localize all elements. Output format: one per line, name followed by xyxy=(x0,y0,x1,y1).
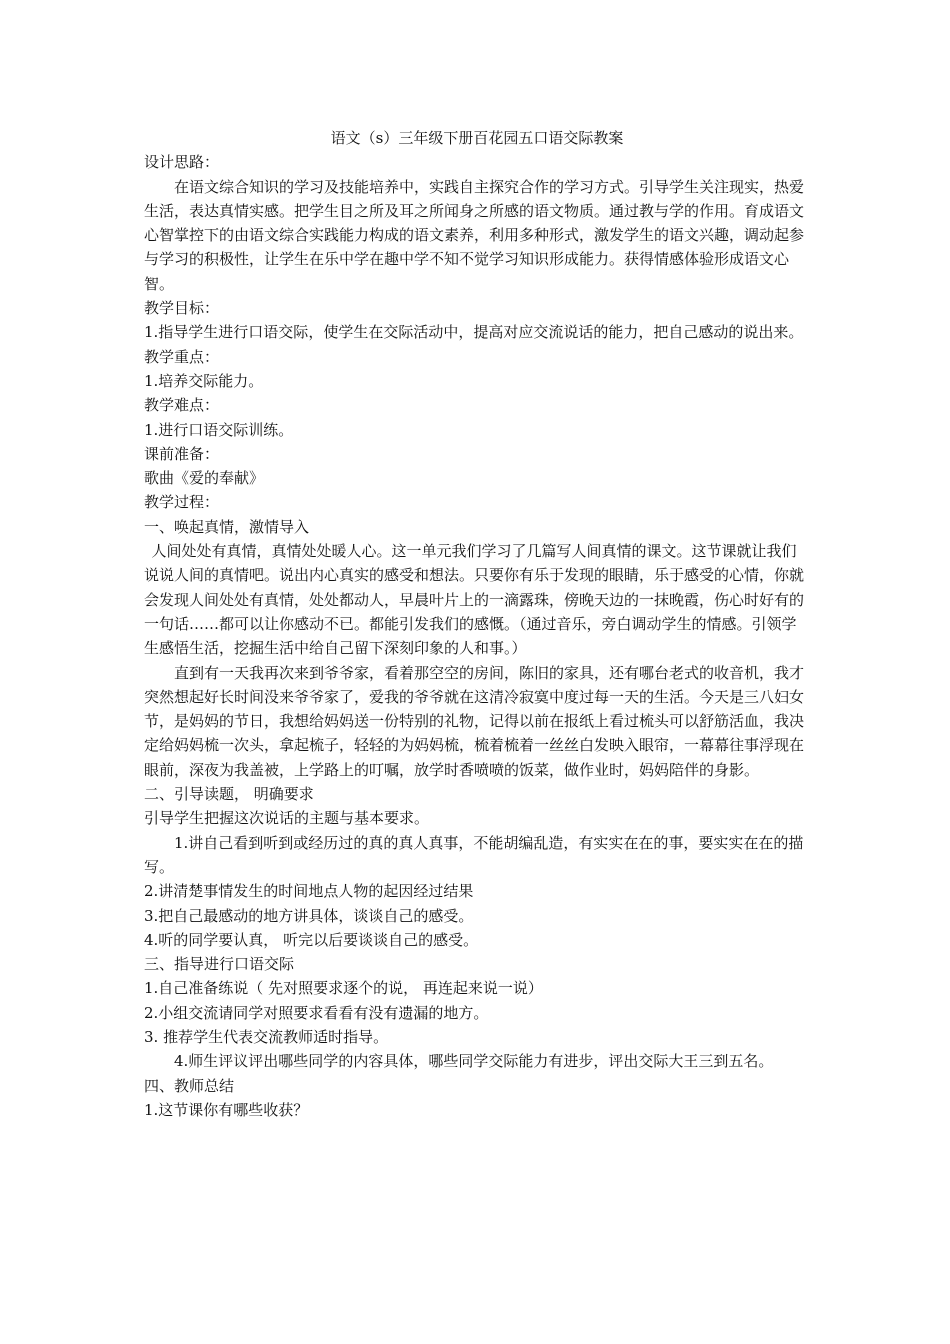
part2-item-1: 1.讲自己看到听到或经历过的真的真人真事，不能胡编乱造，有实实在在的事，要实实在在的描写。 xyxy=(144,833,804,876)
part1-heading: 一、唤起真情，激情导入 xyxy=(144,517,310,536)
document-title: 语文（s）三年级下册百花园五口语交际教案 xyxy=(330,129,624,147)
keypoints-item-1: 1.培养交际能力。 xyxy=(144,371,264,390)
part2-item-3: 3.把自己最感动的地方讲具体，谈谈自己的感受。 xyxy=(144,906,474,925)
part2-item-4: 4.听的同学要认真， 听完以后要谈谈自己的感受。 xyxy=(144,930,479,949)
section-heading-keypoints: 教学重点： xyxy=(144,347,220,366)
section-heading-prep: 课前准备： xyxy=(144,444,220,463)
section-heading-design: 设计思路： xyxy=(144,153,220,172)
design-paragraph: 在语文综合知识的学习及技能培养中，实践自主探究合作的学习方式。引导学生关注现实，热爱生活，表达真情实感。把学生目之所及耳之所闻身之所感的语文物质。通过教与学的作用。育成语文心智掌控下的由语文综合实践能力构成的语文素养，利用多种形式，激发学生的语文兴趣，调动起参与学习的积极性，让学生在乐中学在趣中学不知不觉学习知识形成能力。获得情感体验形成语文心智。 xyxy=(144,177,805,293)
part4-item-1: 1.这节课你有哪些收获？ xyxy=(144,1100,309,1119)
part3-item-1: 1.自己准备练说（ 先对照要求逐个的说， 再连起来说一说） xyxy=(144,979,543,998)
part3-item-4: 4.师生评议评出哪些同学的内容具体，哪些同学交际能力有进步，评出交际大王三到五名。 xyxy=(174,1052,774,1071)
part3-item-3: 3. 推荐学生代表交流教师适时指导。 xyxy=(144,1027,389,1046)
section-heading-process: 教学过程： xyxy=(144,493,220,512)
part2-heading: 二、引导读题， 明确要求 xyxy=(144,785,314,804)
difficulties-item-1: 1.进行口语交际训练。 xyxy=(144,420,294,439)
part3-heading: 三、指导进行口语交际 xyxy=(144,955,295,974)
goals-item-1: 1.指导学生进行口语交际，使学生在交际活动中，提高对应交流说话的能力，把自己感动的说出来。 xyxy=(144,323,804,342)
part4-heading: 四、教师总结 xyxy=(144,1076,235,1095)
document-page xyxy=(144,126,810,1122)
section-heading-goals: 教学目标： xyxy=(144,299,220,318)
part1-paragraph-1: 人间处处有真情，真情处处暖人心。这一单元我们学习了几篇写人间真情的课文。这节课就让我们说说人间的真情吧。说出内心真实的感受和想法。只要你有乐于发现的眼睛，乐于感受的心情，你就会发现人间处处有真情，处处都动人，早晨叶片上的一滴露珠，傍晚天边的一抹晚霞，伤心时好有的一句话……都可以让你感动不已。都能引发我们的感慨。（通过音乐，旁白调动学生的情感。引领学生感悟生活，挖掘生活中给自己留下深刻印象的人和事。） xyxy=(144,542,805,658)
part3-item-2: 2.小组交流请同学对照要求看看有没有遗漏的地方。 xyxy=(144,1003,489,1022)
part2-item-2: 2.讲清楚事情发生的时间地点人物的起因经过结果 xyxy=(144,882,474,901)
part2-intro: 引导学生把握这次说话的主题与基本要求。 xyxy=(144,809,430,828)
section-heading-difficulties: 教学难点： xyxy=(144,396,220,415)
part1-paragraph-2: 直到有一天我再次来到爷爷家，看着那空空的房间，陈旧的家具，还有哪台老式的收音机，我才突然想起好长时间没来爷爷家了，爱我的爷爷就在这清冷寂寞中度过每一天的生活。今天是三八妇女节，是妈妈的节日，我想给妈妈送一份特别的礼物，记得以前在报纸上看过梳头可以舒筋活血，我决定给妈妈梳一次头，拿起梳子，轻轻的为妈妈梳，梳着梳着一丝丝白发映入眼帘，一幕幕往事浮现在眼前，深夜为我盖被，上学路上的叮嘱，放学时香喷喷的饭菜，做作业时，妈妈陪伴的身影。 xyxy=(144,663,805,779)
prep-item-1: 歌曲《爱的奉献》 xyxy=(144,469,265,488)
